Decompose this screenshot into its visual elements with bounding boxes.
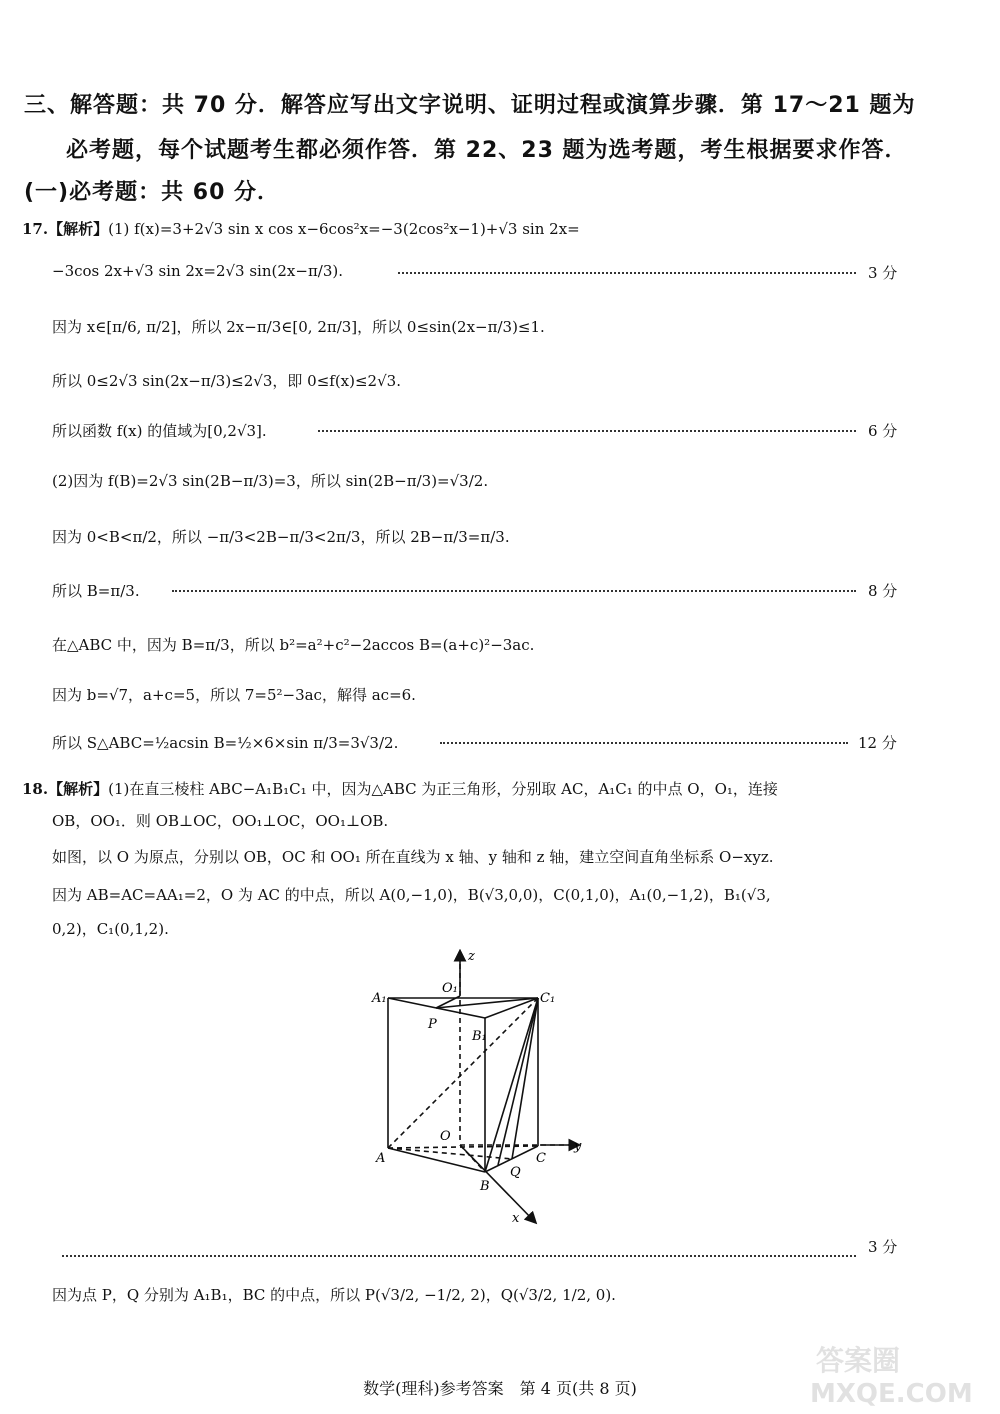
score-8: 8 分 xyxy=(868,582,898,600)
q18-line3: 如图，以 O 为原点，分别以 OB，OC 和 OO₁ 所在直线为 x 轴、y 轴和 z 轴，建立空间直角坐标系 O−xyz. xyxy=(52,848,774,866)
score-6: 6 分 xyxy=(868,422,898,440)
q17-line1 xyxy=(22,218,580,239)
q18-line4: 因为 AB=AC=AA₁=2，O 为 AC 的中点，所以 A(0,−1,0)，B(√3,0,0)，C(0,1,0)，A₁(0,−1,2)，B₁(√3, xyxy=(52,886,771,904)
label-Q: Q xyxy=(510,1165,521,1180)
label-C: C xyxy=(536,1151,546,1166)
q17-label: 17.【解析】 xyxy=(22,220,109,238)
q17-line10: 因为 b=√7，a+c=5，所以 7=5²−3ac，解得 ac=6. xyxy=(52,686,416,704)
label-z: z xyxy=(468,949,475,964)
section-subheading: (一)必考题：共 60 分． xyxy=(24,180,281,205)
label-y: y xyxy=(574,1139,582,1154)
label-O1: O₁ xyxy=(442,981,458,996)
score-12: 12 分 xyxy=(858,734,897,752)
section-heading-line2: 必考题，每个试题考生都必须作答．第 22、23 题为选考题，考生根据要求作答． xyxy=(66,138,908,163)
q18-line5: 0,2)，C₁(0,1,2). xyxy=(52,920,169,938)
q18-line1 xyxy=(22,778,778,799)
dot-leader xyxy=(398,272,856,274)
q17-text-1: (1) f(x)=3+2√3 sin x cos x−6cos²x=−3(2cos²x−1)+√3 sin 2x= xyxy=(108,220,580,238)
q17-line5: 所以函数 f(x) 的值域为[0,2√3]. xyxy=(52,422,267,440)
section-heading-line1: 三、解答题：共 70 分．解答应写出文字说明、证明过程或演算步骤．第 17～21 题为 xyxy=(24,93,916,118)
prism-diagram xyxy=(350,940,600,1230)
svg-text:答案圈: 答案圈 xyxy=(816,1344,901,1377)
svg-text:MXQE.COM: MXQE.COM xyxy=(810,1379,973,1409)
q17-line9: 在△ABC 中，因为 B=π/3，所以 b²=a²+c²−2accos B=(a+c)²−3ac. xyxy=(52,636,535,654)
label-A: A xyxy=(376,1151,386,1166)
score-3: 3 分 xyxy=(868,264,898,282)
prism-figure xyxy=(350,940,600,1234)
q17-line2: −3cos 2x+√3 sin 2x=2√3 sin(2x−π/3). xyxy=(52,262,344,280)
q18-label: 18.【解析】 xyxy=(22,780,109,798)
label-B: B xyxy=(480,1179,490,1194)
score-3-q18: 3 分 xyxy=(868,1238,898,1256)
dot-leader xyxy=(172,590,856,592)
q18-text-1: (1)在直三棱柱 ABC−A₁B₁C₁ 中，因为△ABC 为正三角形，分别取 AC，A₁C₁ 的中点 O，O₁，连接 xyxy=(108,780,778,798)
q17-line4: 所以 0≤2√3 sin(2x−π/3)≤2√3，即 0≤f(x)≤2√3. xyxy=(52,372,401,390)
label-x: x xyxy=(512,1211,520,1226)
dot-leader xyxy=(440,742,848,744)
dot-leader xyxy=(318,430,856,432)
page-footer: 数学(理科)参考答案 第 4 页(共 8 页) xyxy=(363,1379,637,1398)
label-O: O xyxy=(440,1129,451,1144)
label-B1: B₁ xyxy=(472,1029,487,1044)
q18-line2: OB，OO₁．则 OB⊥OC，OO₁⊥OC，OO₁⊥OB. xyxy=(52,812,389,830)
q17-line6: (2)因为 f(B)=2√3 sin(2B−π/3)=3，所以 sin(2B−π/3)=√3/2. xyxy=(52,472,489,490)
label-C1: C₁ xyxy=(540,991,556,1006)
label-P: P xyxy=(428,1017,437,1032)
q17-line7: 因为 0<B<π/2，所以 −π/3<2B−π/3<2π/3，所以 2B−π/3=π/3. xyxy=(52,528,510,546)
q17-line8: 所以 B=π/3. xyxy=(52,582,140,600)
q17-line11: 所以 S△ABC=½acsin B=½×6×sin π/3=3√3/2. xyxy=(52,734,399,752)
watermark-logo xyxy=(796,1340,986,1410)
q17-line3: 因为 x∈[π/6, π/2]，所以 2x−π/3∈[0, 2π/3]，所以 0≤sin(2x−π/3)≤1. xyxy=(52,318,545,336)
q18-line6: 因为点 P，Q 分别为 A₁B₁，BC 的中点，所以 P(√3/2, −1/2, 2)，Q(√3/2, 1/2, 0). xyxy=(52,1286,616,1304)
dot-leader xyxy=(62,1255,856,1257)
label-A1: A₁ xyxy=(372,991,387,1006)
